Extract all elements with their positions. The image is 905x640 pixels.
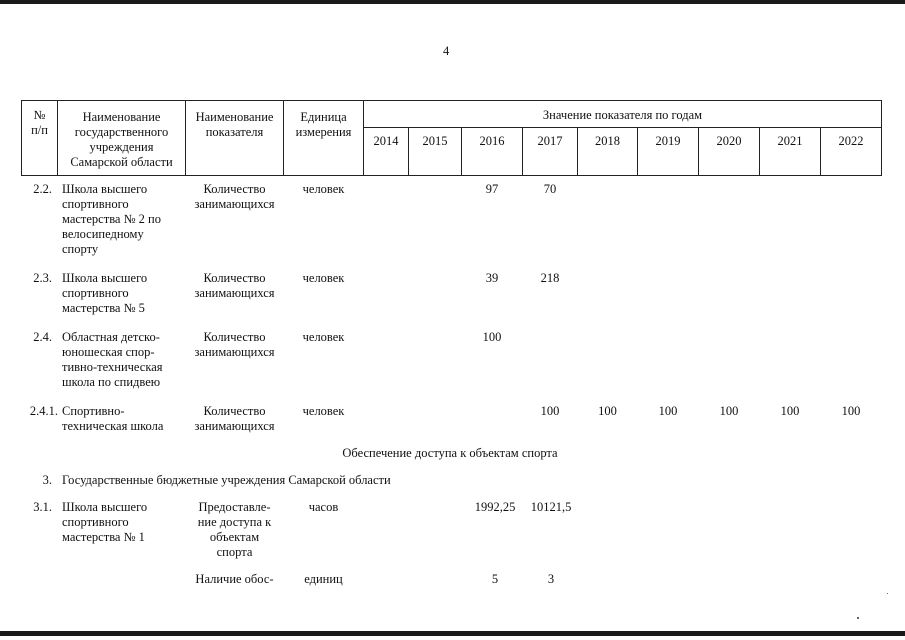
row-institution: Школа высшего спортивного мастерства № 5 xyxy=(62,271,148,315)
row-value: 5 xyxy=(491,572,499,586)
row-number: 3.1. xyxy=(33,500,52,514)
header-year: 2015 xyxy=(422,134,448,148)
row-value: 3 xyxy=(547,572,555,586)
row-value: 39 xyxy=(485,271,499,285)
header-bottom-line xyxy=(21,175,882,176)
row-unit: человек xyxy=(302,404,345,418)
row-number: 2.4.1. xyxy=(29,404,58,418)
row-value: 100 xyxy=(482,330,502,344)
header-vline xyxy=(881,100,882,176)
header-col-indicator: Наименование показателя xyxy=(195,110,274,139)
row-unit: человек xyxy=(302,330,345,344)
top-border xyxy=(0,0,905,4)
header-col-unit: Единица измерения xyxy=(295,110,352,139)
row-value: 1992,25 xyxy=(474,500,516,514)
header-mid-line xyxy=(363,127,882,128)
header-year: 2016 xyxy=(479,134,505,148)
header-year: 2017 xyxy=(537,134,563,148)
row-value: 100 xyxy=(780,404,800,418)
row-value: 100 xyxy=(658,404,678,418)
row-indicator: Количество занимающихся xyxy=(194,271,275,300)
row-indicator: Количество занимающихся xyxy=(194,182,275,211)
group-number: 3. xyxy=(42,473,52,487)
row-indicator: Количество занимающихся xyxy=(194,404,275,433)
row-value: 97 xyxy=(485,182,499,196)
page-number: 4 xyxy=(443,44,450,58)
row-institution: Школа высшего спортивного мастерства № 1 xyxy=(62,500,148,544)
row-value: 100 xyxy=(540,404,560,418)
row-number: 2.4. xyxy=(33,330,52,344)
scan-speck xyxy=(857,617,859,619)
row-unit: человек xyxy=(302,271,345,285)
row-unit: единиц xyxy=(304,572,343,586)
section-heading: Обеспечение доступа к объектам спорта xyxy=(342,446,558,460)
row-indicator: Количество занимающихся xyxy=(194,330,275,359)
row-value: 218 xyxy=(540,271,560,285)
row-unit: часов xyxy=(308,500,339,514)
row-institution: Спортивно- техническая школа xyxy=(62,404,164,433)
header-year: 2021 xyxy=(777,134,803,148)
row-unit: человек xyxy=(302,182,345,196)
group-title: Государственные бюджетные учреждения Самарской области xyxy=(62,473,391,487)
header-year: 2020 xyxy=(716,134,742,148)
row-value: 100 xyxy=(719,404,739,418)
row-number: 2.2. xyxy=(33,182,52,196)
row-indicator: Предоставле- ние доступа к объектам спорта xyxy=(197,500,272,559)
row-value: 100 xyxy=(598,404,617,418)
header-col-institution: Наименование государственного учреждения Самарской области xyxy=(70,110,173,169)
row-value: 70 xyxy=(543,182,557,196)
header-year: 2019 xyxy=(655,134,681,148)
row-value: 10121,5 xyxy=(530,500,572,514)
header-year: 2014 xyxy=(373,134,399,148)
row-indicator: Наличие обос- xyxy=(195,572,274,586)
row-value: 100 xyxy=(841,404,861,418)
scan-speck xyxy=(887,593,888,594)
row-institution: Областная детско- юношеская спор- тивно-техническая школа по спидвею xyxy=(62,330,163,389)
header-year: 2018 xyxy=(595,134,620,148)
bottom-border xyxy=(0,631,905,636)
header-year: 2022 xyxy=(838,134,864,148)
row-institution: Школа высшего спортивного мастерства № 2 по велосипедному спорту xyxy=(62,182,161,256)
row-number: 2.3. xyxy=(33,271,52,285)
header-col-num: № п/п xyxy=(31,108,48,137)
header-col-values: Значение показателя по годам xyxy=(542,108,703,122)
header-top-line xyxy=(21,100,882,101)
